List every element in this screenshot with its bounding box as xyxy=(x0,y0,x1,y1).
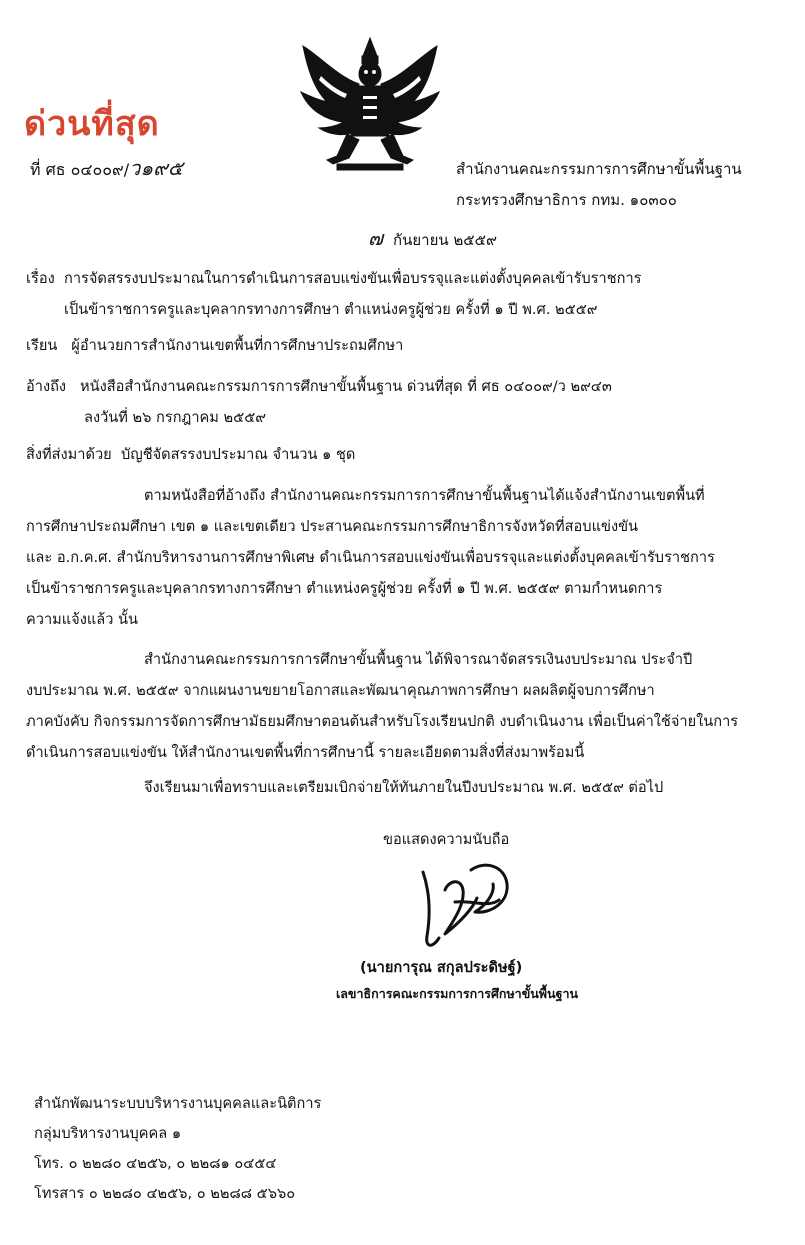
reference-label: อ้างถึง xyxy=(26,378,67,395)
signatory-name: (นายการุณ สกุลประดิษฐ์) xyxy=(360,959,523,976)
body-p2-line: งบประมาณ พ.ศ. ๒๕๕๙ จากแผนงานขยายโอกาสและพัฒนาคุณภาพการศึกษา ผลผลิตผู้จบการศึกษา xyxy=(26,682,655,699)
enclosure-label: สิ่งที่ส่งมาด้วย xyxy=(26,446,112,463)
recipient xyxy=(26,334,403,357)
reference-line-2: ลงวันที่ ๒๖ กรกฎาคม ๒๕๕๙ xyxy=(84,409,266,426)
subject-block xyxy=(26,263,641,325)
body-p1-line: เป็นข้าราชการครูและบุคลากรทางการศึกษา ตำแหน่งครูผู้ช่วย ครั้งที่ ๑ ปี พ.ศ. ๒๕๕๙ ตามกำหนดการ xyxy=(26,580,663,597)
urgency-stamp: ด่วนที่สุด xyxy=(24,104,160,144)
footer-office: สำนักพัฒนาระบบบริหารงานบุคคลและนิติการ xyxy=(34,1095,322,1112)
signature-image xyxy=(415,850,525,960)
document-date xyxy=(368,222,497,254)
body-paragraph-3: จึงเรียนมาเพื่อทราบและเตรียมเบิกจ่ายให้ทันภายในปีงบประมาณ พ.ศ. ๒๕๕๙ ต่อไป xyxy=(144,779,664,796)
footer-group: กลุ่มบริหารงานบุคคล ๑ xyxy=(34,1125,182,1142)
document-number-prefix: ที่ ศธ ๐๔๐๐๙/ xyxy=(30,160,130,179)
body-p2-line: ภาคบังคับ กิจกรรมการจัดการศึกษามัธยมศึกษาตอนต้นสำหรับโรงเรียนปกติ งบดำเนินงาน เพื่อเป็นค่าใช้จ่ายในการ xyxy=(26,713,739,730)
body-p1-line: และ อ.ก.ค.ศ. สำนักบริหารงานการศึกษาพิเศษ ดำเนินการสอบแข่งขันเพื่อบรรจุและแต่งตั้งบุคคลเข้ารับราชการ xyxy=(26,549,715,566)
body-p2-line: ดำเนินการสอบแข่งขัน ให้สำนักงานเขตพื้นที่การศึกษานี้ รายละเอียดตามสิ่งที่ส่งมาพร้อมนี้ xyxy=(26,744,585,761)
subject-label: เรื่อง xyxy=(26,270,55,287)
body-paragraph-1 xyxy=(26,480,783,635)
enclosure-text: บัญชีจัดสรรงบประมาณ จำนวน ๑ ชุด xyxy=(121,446,356,463)
body-paragraph-2 xyxy=(26,644,783,768)
reference-block xyxy=(26,371,612,433)
body-p2-line: สำนักงานคณะกรรมการการศึกษาขั้นพื้นฐาน ได้พิจารณาจัดสรรเงินงบประมาณ ประจำปี xyxy=(144,651,693,668)
body-p1-line: ตามหนังสือที่อ้างถึง สำนักงานคณะกรรมการการศึกษาขั้นพื้นฐานได้แจ้งสำนักงานเขตพื้นที่ xyxy=(144,487,705,504)
footer-contact xyxy=(34,1089,321,1209)
recipient-label: เรียน xyxy=(26,337,58,354)
sender-ministry: กระทรวงศึกษาธิการ กทม. ๑๐๓๐๐ xyxy=(456,191,677,209)
footer-fax: โทรสาร ๐ ๒๒๘๐ ๔๒๕๖, ๐ ๒๒๘๘ ๕๖๖๐ xyxy=(34,1185,296,1202)
enclosure xyxy=(26,443,355,466)
sender-office: สำนักงานคณะกรรมการการศึกษาขั้นพื้นฐาน xyxy=(456,160,742,178)
sender-address xyxy=(456,154,742,216)
date-month-year: กันยายน ๒๕๕๙ xyxy=(393,231,497,249)
body-p1-line: ความแจ้งแล้ว นั้น xyxy=(26,611,138,628)
document-number-handwritten: ว๑๙๕ xyxy=(129,156,183,180)
subject-line-1: การจัดสรรงบประมาณในการดำเนินการสอบแข่งขันเพื่อบรรจุและแต่งตั้งบุคคลเข้ารับราชการ xyxy=(64,270,642,287)
reference-line-1: หนังสือสำนักงานคณะกรรมการการศึกษาขั้นพื้นฐาน ด่วนที่สุด ที่ ศธ ๐๔๐๐๙/ว ๒๙๔๓ xyxy=(79,378,612,395)
garuda-emblem-icon xyxy=(297,36,443,174)
body-p1-line: การศึกษาประถมศึกษา เขต ๑ และเขตเดียว ประสานคณะกรรมการศึกษาธิการจังหวัดที่สอบแข่งขัน xyxy=(26,518,639,535)
recipient-name: ผู้อำนวยการสำนักงานเขตพื้นที่การศึกษาประถมศึกษา xyxy=(71,337,404,354)
closing-salutation: ขอแสดงความนับถือ xyxy=(383,831,510,848)
footer-phone: โทร. ๐ ๒๒๘๐ ๔๒๕๖, ๐ ๒๒๘๑ ๐๔๕๔ xyxy=(34,1155,277,1172)
signatory-position: เลขาธิการคณะกรรมการการศึกษาขั้นพื้นฐาน xyxy=(336,986,579,1001)
document-number xyxy=(30,152,183,184)
subject-line-2: เป็นข้าราชการครูและบุคลากรทางการศึกษา ตำแหน่งครูผู้ช่วย ครั้งที่ ๑ ปี พ.ศ. ๒๕๕๙ xyxy=(64,301,598,318)
date-day-handwritten: ๗ xyxy=(368,226,384,250)
